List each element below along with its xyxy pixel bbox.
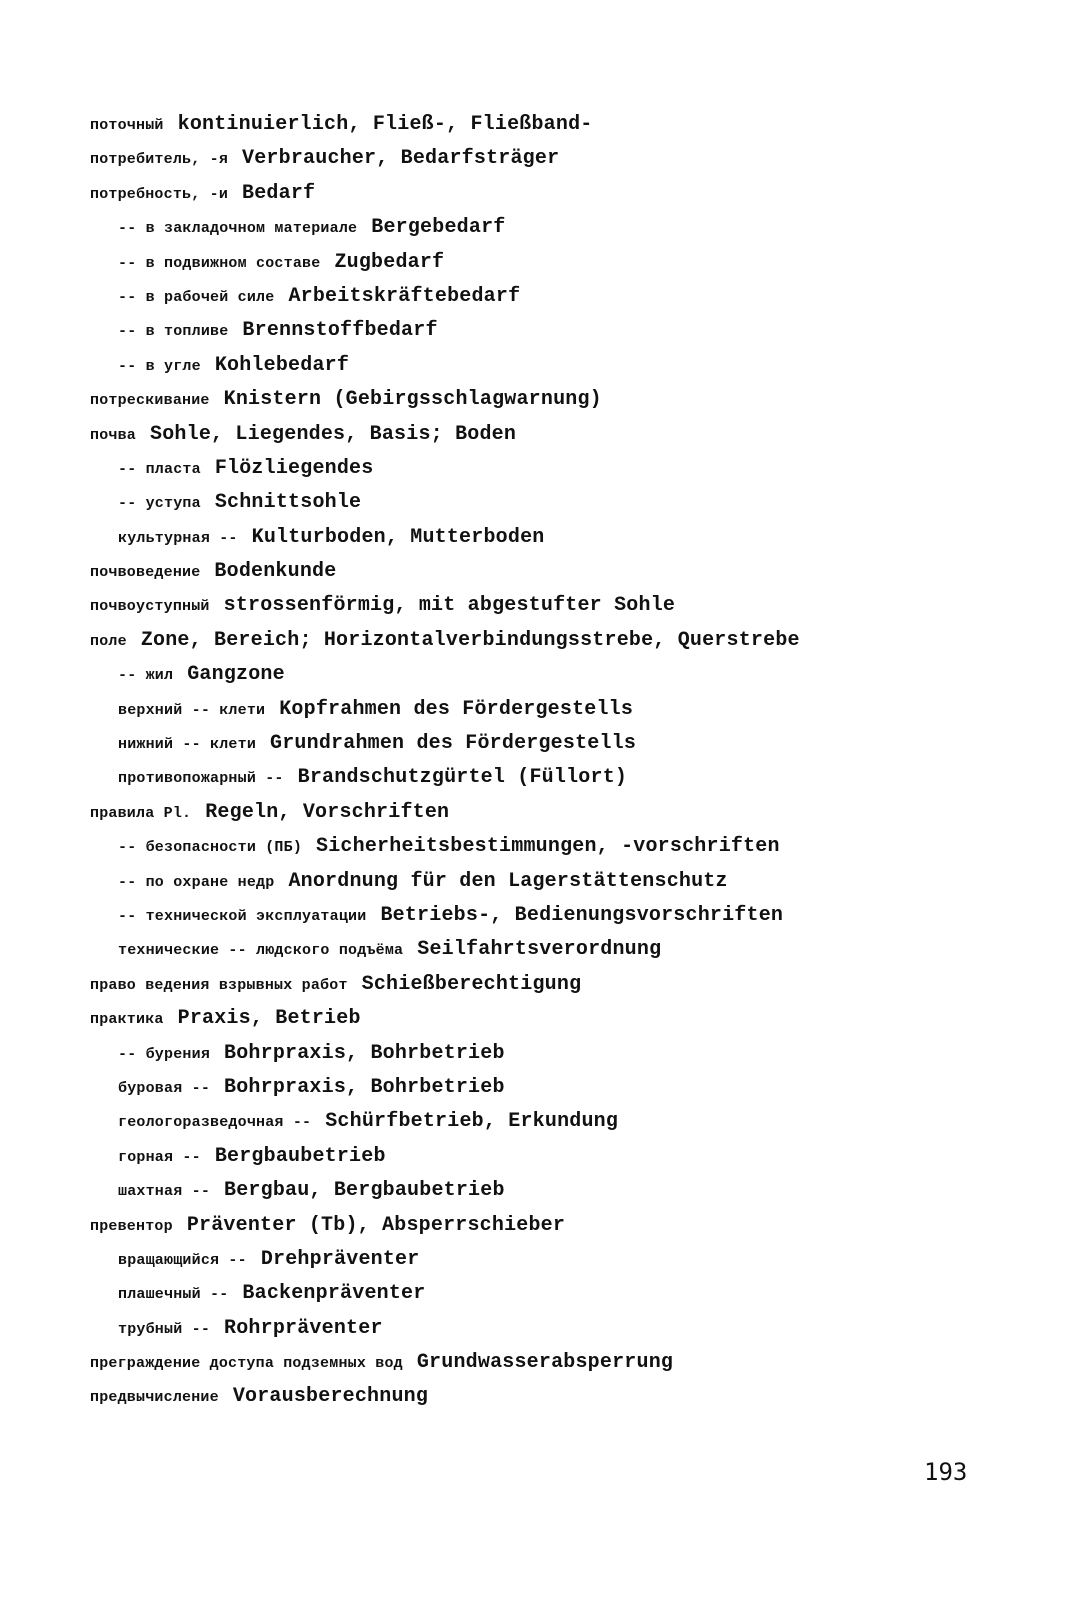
entry-russian-term: противопожарный --: [118, 770, 284, 788]
entry-russian-term: преграждение доступа подземных вод: [90, 1355, 403, 1373]
dictionary-entry: [90, 1071, 1030, 1105]
entry-russian-term: почвоведение: [90, 564, 201, 582]
dictionary-entry: [90, 486, 1030, 520]
dictionary-entry: [90, 1277, 1030, 1311]
entry-german-translation: Verbraucher, Bedarfsträger: [242, 147, 560, 171]
dictionary-entry: [90, 246, 1030, 280]
entry-russian-term: предвычисление: [90, 1389, 219, 1407]
dictionary-entry: [90, 1346, 1030, 1380]
dictionary-entry: [90, 1380, 1030, 1414]
entry-german-translation: Praxis, Betrieb: [177, 1007, 361, 1031]
dictionary-entry: [90, 865, 1030, 899]
entry-german-translation: Bergbaubetrieb: [214, 1144, 386, 1168]
entry-russian-term: трубный --: [118, 1320, 211, 1338]
entry-german-translation: Kopfrahmen des Fördergestells: [279, 697, 634, 721]
entry-russian-term: потрескивание: [90, 392, 210, 410]
entry-russian-term: плашечный --: [118, 1286, 229, 1304]
entry-german-translation: Grundrahmen des Fördergestells: [270, 732, 637, 756]
dictionary-entry: [90, 968, 1030, 1002]
dictionary-entry: [90, 383, 1030, 417]
dictionary-entry: [90, 1105, 1030, 1139]
dictionary-entry: [90, 521, 1030, 555]
entry-german-translation: Sohle, Liegendes, Basis; Boden: [150, 422, 517, 446]
dictionary-entry: [90, 211, 1030, 245]
entry-german-translation: Kohlebedarf: [214, 353, 350, 377]
entry-russian-term: горная --: [118, 1148, 201, 1166]
entry-german-translation: Zone, Bereich; Horizontalverbindungsstrebe, Querstrebe: [140, 628, 800, 652]
dictionary-entry: [90, 314, 1030, 348]
entry-russian-term: -- уступа: [118, 495, 201, 513]
dictionary-entry: [90, 830, 1030, 864]
entry-russian-term: культурная --: [118, 529, 238, 547]
entry-german-translation: Schießberechtigung: [361, 972, 582, 996]
entry-russian-term: -- в закладочном материале: [118, 220, 358, 238]
dictionary-entry: [90, 452, 1030, 486]
entry-german-translation: Bodenkunde: [214, 560, 337, 584]
entry-russian-term: шахтная --: [118, 1183, 211, 1201]
entry-russian-term: -- бурения: [118, 1045, 211, 1063]
dictionary-entry: [90, 1174, 1030, 1208]
dictionary-entry: [90, 727, 1030, 761]
entry-russian-term: вращающийся --: [118, 1251, 247, 1269]
entry-russian-term: почва: [90, 426, 137, 444]
entry-russian-term: верхний -- клети: [118, 701, 266, 719]
entry-russian-term: -- безопасности (ПБ): [118, 839, 303, 857]
entry-german-translation: Bohrpraxis, Bohrbetrieb: [224, 1041, 505, 1065]
entry-german-translation: Brandschutzgürtel (Füllort): [297, 766, 628, 790]
entry-german-translation: Anordnung für den Lagerstättenschutz: [288, 869, 728, 893]
entry-german-translation: Präventer (Tb), Absperrschieber: [186, 1213, 566, 1237]
entry-german-translation: Bergebedarf: [371, 216, 506, 240]
dictionary-entry: [90, 1140, 1030, 1174]
dictionary-entry: [90, 658, 1030, 692]
dictionary-entry: [90, 796, 1030, 830]
entry-german-translation: Seilfahrtsverordnung: [417, 938, 662, 962]
dictionary-entry: [90, 1312, 1030, 1346]
entry-russian-term: -- в топливе: [118, 323, 229, 341]
entry-russian-term: превентор: [90, 1217, 173, 1235]
entry-list: [90, 108, 1030, 1415]
entry-russian-term: почвоуступный: [90, 598, 210, 616]
entry-german-translation: Zugbedarf: [334, 250, 445, 274]
dictionary-entry: [90, 589, 1030, 623]
entry-russian-term: право ведения взрывных работ: [90, 976, 348, 994]
entry-german-translation: Flözliegendes: [214, 456, 374, 480]
entry-russian-term: геологоразведочная --: [118, 1114, 312, 1132]
entry-russian-term: нижний -- клети: [118, 736, 257, 754]
entry-russian-term: поточный: [90, 117, 164, 134]
dictionary-entry: [90, 1002, 1030, 1036]
entry-german-translation: Regeln, Vorschriften: [205, 800, 450, 824]
entry-german-translation: Vorausberechnung: [232, 1385, 429, 1409]
entry-russian-term: -- по охране недр: [118, 873, 275, 891]
dictionary-entry: [90, 1209, 1030, 1243]
entry-russian-term: -- технической эксплуатации: [118, 907, 367, 925]
entry-german-translation: Brennstoffbedarf: [242, 319, 438, 343]
entry-russian-term: поле: [90, 632, 127, 650]
entry-german-translation: Sicherheitsbestimmungen, -vorschriften: [316, 835, 780, 859]
entry-russian-term: буровая --: [118, 1079, 211, 1097]
dictionary-entry: [90, 177, 1030, 211]
entry-german-translation: Knistern (Gebirgsschlagwarnung): [223, 388, 602, 412]
entry-german-translation: Rohrpräventer: [224, 1316, 383, 1340]
dictionary-entry: [90, 349, 1030, 383]
dictionary-entry: [90, 761, 1030, 795]
entry-russian-term: технические -- людского подъёма: [118, 942, 404, 960]
entry-german-translation: Backenpräventer: [242, 1282, 426, 1306]
dictionary-entry: [90, 418, 1030, 452]
dictionary-entry: [90, 693, 1030, 727]
dictionary-entry: [90, 142, 1030, 176]
entry-russian-term: потребитель, -я: [90, 151, 229, 169]
entry-german-translation: kontinuierlich, Fließ-, Fließband-: [177, 113, 593, 136]
entry-russian-term: -- в угле: [118, 357, 201, 375]
dictionary-entry: [90, 624, 1030, 658]
dictionary-entry: [90, 1243, 1030, 1277]
entry-german-translation: Bohrpraxis, Bohrbetrieb: [224, 1075, 505, 1099]
dictionary-entry: [90, 108, 1030, 142]
entry-german-translation: strossenförmig, mit abgestufter Sohle: [223, 594, 676, 618]
entry-german-translation: Schnittsohle: [214, 491, 362, 515]
entry-russian-term: -- в подвижном составе: [118, 254, 321, 272]
entry-german-translation: Kulturboden, Mutterboden: [251, 525, 545, 549]
entry-russian-term: правила Pl.: [90, 804, 192, 822]
entry-russian-term: потребность, -и: [90, 185, 229, 203]
dictionary-entry: [90, 933, 1030, 967]
entry-russian-term: -- пласта: [118, 460, 201, 478]
entry-german-translation: Bergbau, Bergbaubetrieb: [224, 1179, 505, 1203]
entry-german-translation: Gangzone: [187, 663, 285, 687]
entry-russian-term: -- жил: [118, 667, 174, 685]
dictionary-entry: [90, 899, 1030, 933]
entry-russian-term: практика: [90, 1011, 164, 1029]
entry-german-translation: Bedarf: [242, 181, 316, 205]
page-number: 193: [924, 1458, 968, 1486]
dictionary-entry: [90, 555, 1030, 589]
entry-german-translation: Schürfbetrieb, Erkundung: [325, 1110, 619, 1134]
entry-german-translation: Drehpräventer: [260, 1247, 420, 1271]
entry-german-translation: Grundwasserabsperrung: [416, 1351, 674, 1375]
entry-german-translation: Arbeitskräftebedarf: [288, 284, 521, 308]
dictionary-entry: [90, 280, 1030, 314]
dictionary-entry: [90, 1037, 1030, 1071]
entry-german-translation: Betriebs-, Bedienungsvorschriften: [380, 903, 784, 927]
entry-russian-term: -- в рабочей силе: [118, 288, 275, 306]
